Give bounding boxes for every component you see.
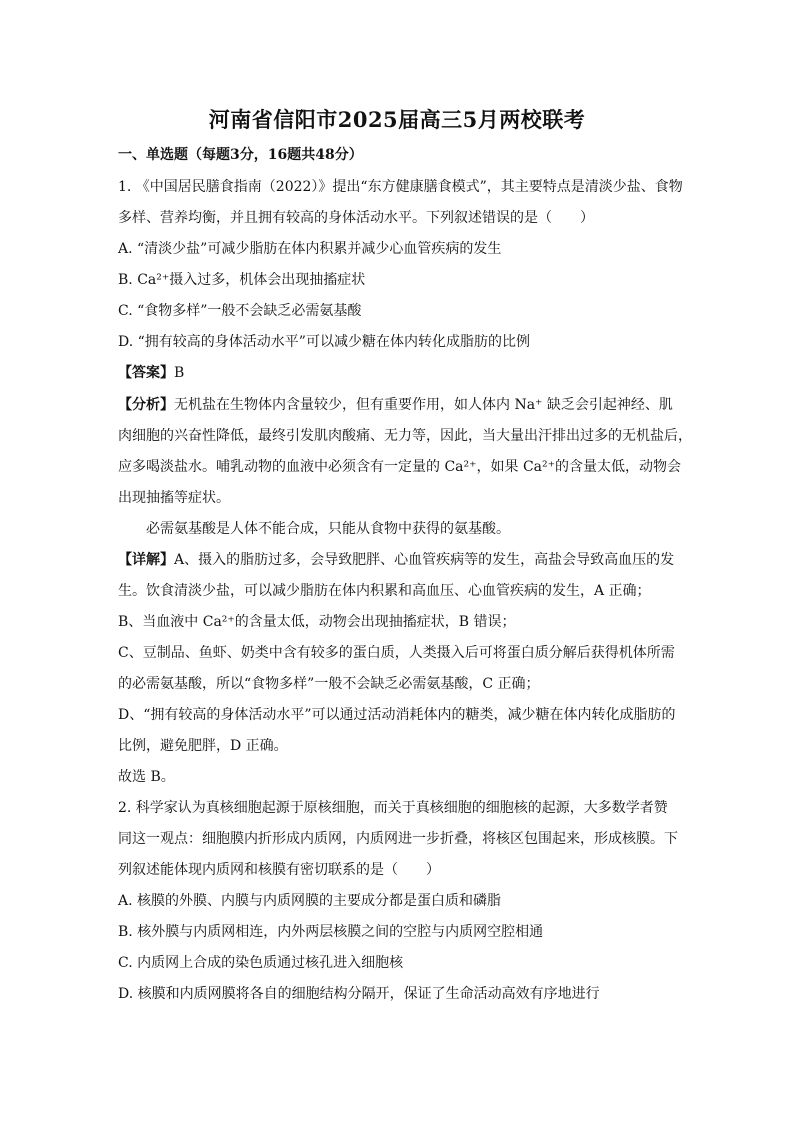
q1-option-b: B. Ca²⁺摄入过多，机体会出现抽搐症状 bbox=[118, 272, 366, 288]
answer-label: 【答案】 bbox=[118, 365, 174, 381]
q1-detail-line-1 bbox=[118, 551, 678, 569]
q1-analysis-line-5: 必需氨基酸是人体不能合成，只能从食物中获得的氨基酸。 bbox=[146, 521, 510, 537]
q1-detail-line-4: C、豆制品、鱼虾、奶类中含有较多的蛋白质，人类摄入后可将蛋白质分解后获得机体所需 bbox=[118, 645, 675, 661]
q1-option-a: A. “清淡少盐”可减少脂肪在体内积累并减少心血管疾病的发生 bbox=[118, 241, 502, 257]
analysis-text: 无机盐在生物体内含量较少，但有重要作用，如人体内 Na⁺ 缺乏会引起神经、肌 bbox=[174, 397, 673, 413]
detail-label: 【详解】 bbox=[118, 552, 174, 568]
q1-analysis-line-2: 肉细胞的兴奋性降低，最终引发肌肉酸痛、无力等，因此，当大量出汗排出过多的无机盐后， bbox=[118, 428, 692, 444]
q1-analysis-line-1 bbox=[118, 396, 678, 414]
q2-stem-line-1: 2. 科学家认为真核细胞起源于原核细胞，而关于真核细胞的细胞核的起源，大多数学者赞 bbox=[118, 800, 668, 816]
q1-detail-line-2: 生。饮食清淡少盐，可以减少脂肪在体内积累和高血压、心血管疾病的发生，A 正确； bbox=[118, 583, 651, 599]
page-title: 河南省信阳市2025届高三5月两校联考 bbox=[208, 107, 586, 132]
analysis-label: 【分析】 bbox=[118, 397, 174, 413]
q2-stem-line-2: 同这一观点：细胞膜内折形成内质网，内质网进一步折叠，将核区包围起来，形成核膜。下 bbox=[118, 831, 678, 847]
q1-option-d: D. “拥有较高的身体活动水平”可以减少糖在体内转化成脂肪的比例 bbox=[118, 334, 530, 350]
q2-option-c: C. 内质网上合成的染色质通过核孔进入细胞核 bbox=[118, 955, 404, 971]
section-heading: 一、单选题（每题3分，16题共48分） bbox=[118, 147, 363, 163]
answer-value: B bbox=[174, 365, 185, 381]
q1-detail-line-3: B、当血液中 Ca²⁺的含量太低，动物会出现抽搐症状，B 错误； bbox=[118, 614, 516, 630]
q2-option-d: D. 核膜和内质网膜将各自的细胞结构分隔开，保证了生命活动高效有序地进行 bbox=[118, 986, 600, 1002]
q1-analysis-line-4: 出现抽搐等症状。 bbox=[118, 490, 230, 506]
q2-stem-line-3: 列叙述能体现内质网和核膜有密切联系的是（ ） bbox=[118, 862, 440, 878]
q1-conclusion: 故选 B。 bbox=[118, 769, 175, 785]
q2-option-a: A. 核膜的外膜、内膜与内质网膜的主要成分都是蛋白质和磷脂 bbox=[118, 893, 502, 909]
detail-text: A、摄入的脂肪过多，会导致肥胖、心血管疾病等的发生，高盐会导致高血压的发 bbox=[174, 552, 675, 568]
q1-stem-line-2: 多样、营养均衡，并且拥有较高的身体活动水平。下列叙述错误的是（ ） bbox=[118, 210, 594, 226]
q1-option-c: C. “食物多样”一般不会缺乏必需氨基酸 bbox=[118, 303, 362, 319]
q1-answer bbox=[118, 364, 678, 382]
q1-detail-line-7: 比例，避免肥胖，D 正确。 bbox=[118, 738, 288, 754]
q1-detail-line-5: 的必需氨基酸，所以“食物多样”一般不会缺乏必需氨基酸，C 正确； bbox=[118, 676, 540, 692]
q2-option-b: B. 核外膜与内质网相连，内外两层核膜之间的空腔与内质网空腔相通 bbox=[118, 924, 544, 940]
q1-analysis-line-3: 应多喝淡盐水。哺乳动物的血液中必须含有一定量的 Ca²⁺，如果 Ca²⁺的含量太低，动物会 bbox=[118, 459, 682, 475]
q1-detail-line-6: D、“拥有较高的身体活动水平”可以通过活动消耗体内的糖类，减少糖在体内转化成脂肪的 bbox=[118, 707, 676, 723]
q1-stem-line-1: 1. 《中国居民膳食指南（2022）》提出“东方健康膳食模式”，其主要特点是清淡少盐、食物 bbox=[118, 179, 683, 195]
